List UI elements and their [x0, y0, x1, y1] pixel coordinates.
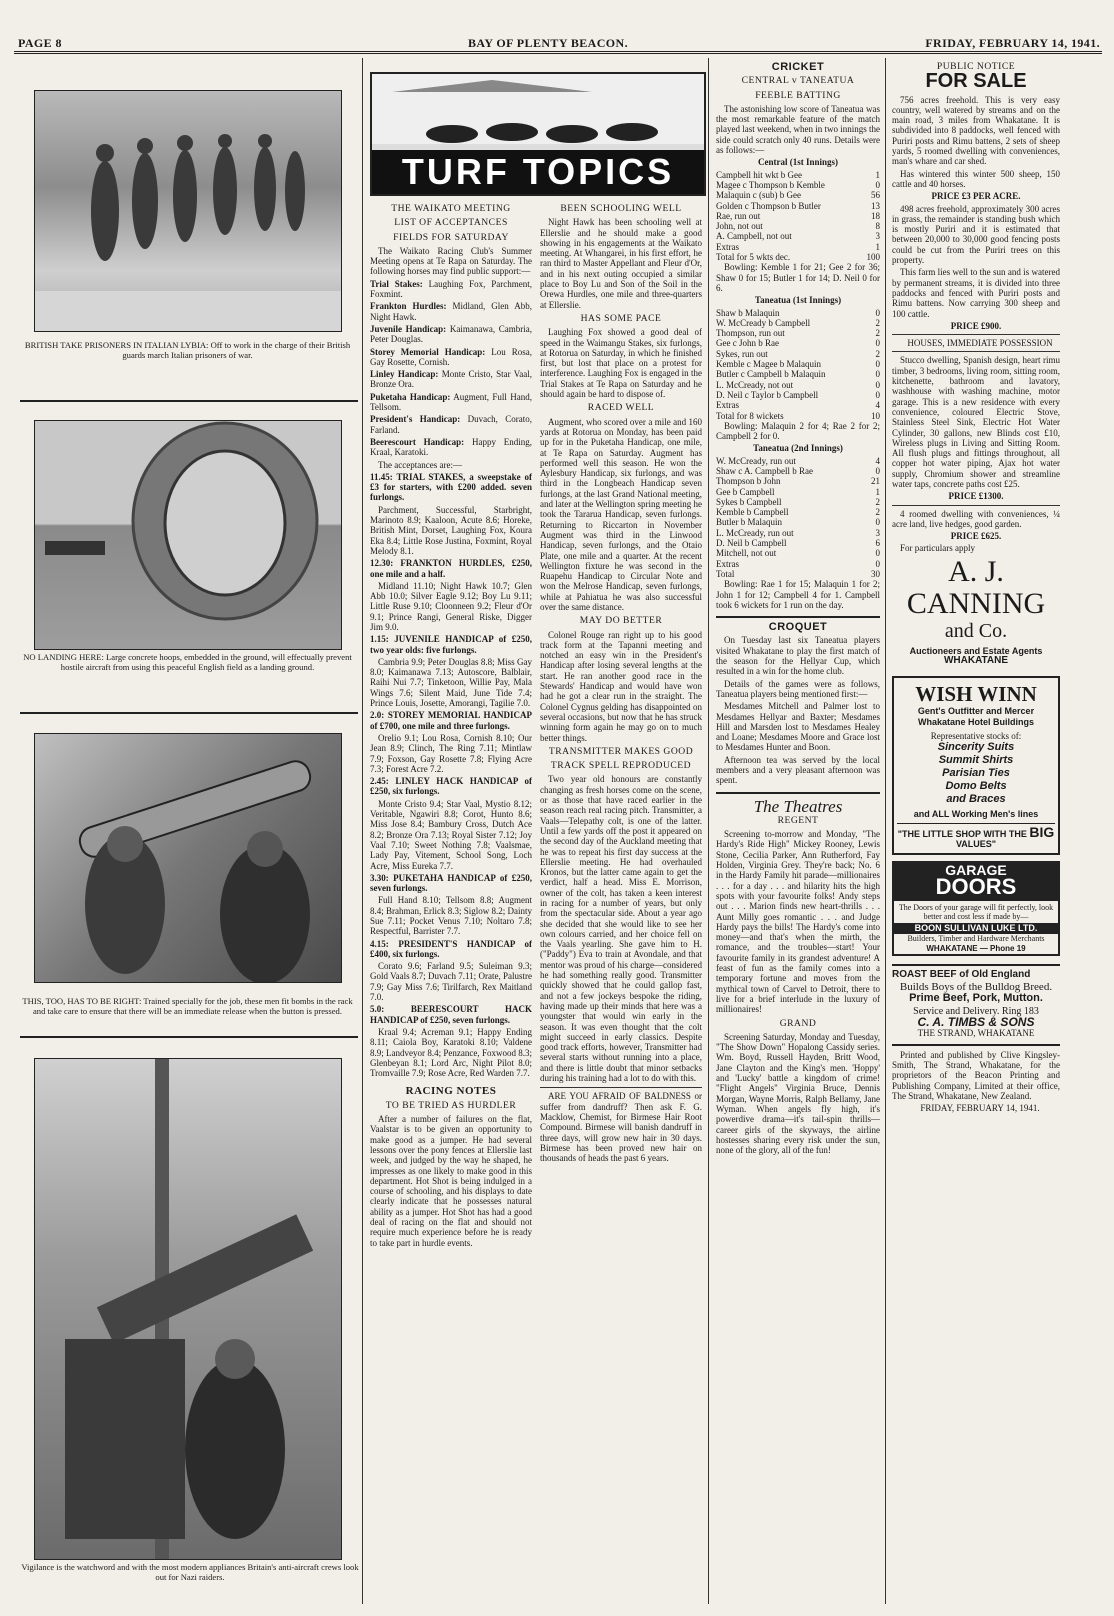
score-row: [716, 338, 880, 348]
roast-line: Builds Boys of the Bulldog Breed.: [899, 980, 1053, 993]
runs: 3: [875, 527, 880, 538]
race-field: Corato 9.6; Farland 9.5; Suleiman 9.3; Gold Vaals 8.7; Duvach 7.11; Orate, Palustre 7.9; Gay Miss 7.6; Tirilfarch, Rex Maitland 7.0.: [370, 961, 532, 1003]
regent-heading: REGENT: [777, 814, 819, 826]
race-heading: 2.0: STOREY MEMORIAL HANDICAP of £700, one mile and three furlongs.: [370, 710, 532, 731]
article-text: Colonel Rouge ran right up to his good track form at the Tapanni meeting and notched an easy win in the President's Handicap after losing several lengths at the start. He ran another good race in the Stewards' Handicap and would have won had he got a clear run in the straight. The Colonel Cygnus gelding has disappointed on several occasions, but now that he has struck winning form again he may go on to much better things.: [540, 629, 702, 743]
batsman: Sykes b Campbell: [716, 496, 782, 507]
batsman: John, not out: [716, 221, 763, 232]
pick-race: Beerescourt Handicap:: [370, 436, 465, 447]
batsman: Gee b Campbell: [716, 486, 775, 497]
garage-firm-2: Builders, Timber and Hardware Merchants: [907, 933, 1045, 943]
bowling-summary: Bowling: Rae 1 for 15; Malaquin 1 for 2; John 1 for 12; Campbell 4 for 1. Campbell took 6 wickets for 1 run on the day.: [716, 579, 880, 610]
total-label: Total for 5 wkts dec.: [716, 252, 791, 263]
innings-scorecard: [716, 308, 880, 411]
batsman: Thompson b John: [716, 476, 781, 487]
notice-text: Stucco dwelling, Spanish design, heart rimu timber, 3 bedrooms, living room, sitting room, kitchenette, bathroom and lavatory, washhouse with washing machine, motor garage. This is a new residence with every convenience, coloured Electric Stove, Stainless Steel Sink, Electric Hot Water Cylinder, 30 gallons, new Blinds cost £10, Wireless plugs in Living and Sitting Room. All flush plugs and fittings throughout, all copper hot water piping, Ajax hot water supply, Chromium shower and streamline water taps, concrete paths cost £25.: [892, 355, 1060, 489]
batsman: Malaquin c (sub) b Gee: [716, 190, 801, 201]
race-heading: 12.30: FRANKTON HURDLES, £250, one mile and a half.: [370, 558, 532, 579]
garage-title-1: GARAGE: [945, 862, 1007, 879]
croquet-heading: CROQUET: [768, 621, 828, 634]
caption-hoops: NO LANDING HERE: Large concrete hoops, embedded in the ground, will effectually prevent hostile aircraft from using this peaceful English field as a landing ground.: [23, 652, 352, 672]
article-heading: TRANSMITTER MAKES GOOD: [548, 745, 694, 757]
score-row: [716, 548, 880, 558]
turf-acceptances-label: The acceptances are:—: [378, 459, 462, 470]
runs: 0: [875, 558, 880, 569]
garage-doors-ad: [892, 861, 1060, 956]
photo-anti-aircraft: [34, 1058, 342, 1560]
pick-horses: Augment, Full Hand, Tellsom.: [370, 391, 532, 413]
race-heading: 11.45: TRIAL STAKES, a sweepstake of £3 for starters, with £200 added. seven furlongs.: [370, 471, 532, 503]
imprint-date: FRIDAY, FEBRUARY 14, 1941.: [920, 1103, 1040, 1114]
masthead: [18, 36, 1100, 50]
pick-horses: Midland, Glen Abb, Night Hawk.: [370, 301, 532, 322]
pick-horses: Laughing Fox, Parchment, Foxmint.: [370, 278, 532, 300]
column-divider: [708, 58, 709, 1604]
score-row: [716, 456, 880, 466]
race-heading: 4.15: PRESIDENT'S HANDICAP of £400, six furlongs.: [370, 938, 532, 959]
turf-heading-acceptances: LIST OF ACCEPTANCES: [394, 217, 508, 229]
batsman: D. Neil b Campbell: [716, 538, 787, 549]
article-text: Augment, who scored over a mile and 160 yards at Rotorua on Monday, has been paid up for in the Puketaha Handicap, one mile, at Te Rapa on Saturday. Augment has performed well this season. He won the Aylesbury Handicap, six furlongs, and was third in the Longbeach Handicap seven furlongs, at the last Grand National meeting, and later at the Wellington spring meeting he took the Tararua Handicap, seven furlongs. Returning to Riccarton in November Augment was third in the Linwood Handicap, seven furlongs, and the Otaio Plate, one mile and a quarter. At the recent Wellington fixture he was second in the Ruapehu Handicap to Circular Note and won the Melrose Handicap, seven furlongs, while at Pahiatua he was also successful over the same distance.: [540, 416, 702, 612]
race-heading: 5.0: BEERESCOURT HACK HANDICAP of £250, seven furlongs.: [370, 1004, 532, 1025]
score-row: [716, 349, 880, 359]
winn-line: and ALL Working Men's lines: [913, 809, 1039, 820]
masthead-rule: [14, 51, 1102, 54]
total-value: 100: [866, 252, 880, 263]
winn-item: and Braces: [946, 793, 1006, 806]
turf-column-right: [540, 200, 702, 1606]
runs: 0: [875, 179, 880, 190]
winn-slogan: [897, 823, 1055, 850]
imprint-text: Printed and published by Clive Kingsley-Smith, The Strand, Whakatane, for the proprietors of the Beacon Printing and Publishing Company, Limited at their office, The Strand, Whakatane, New Zealand.: [892, 1049, 1060, 1101]
runs: 2: [875, 348, 880, 359]
score-row: [716, 559, 880, 569]
score-row: [716, 190, 880, 200]
score-row: [716, 517, 880, 527]
race-field: Parchment, Successful, Starbright, Marinoto 8.9; Kaaloon, Acute 8.6; Horeke, British Mint, Dorset, Laughing Fox, Koura Eka 8.4; Little Rose Justina, Foxmint, Royal Melody 8.1.: [370, 504, 532, 556]
photo-prisoners: [34, 90, 342, 332]
croquet-text: Mesdames Mitchell and Palmer lost to Mesdames Hellyar and Baxter; Mesdames Hill and Marsden lost to Mesdames Healey and Loane; Mesdames Moore and Grace lost to Mesdames Hunter and Boon.: [716, 701, 880, 753]
winn-name: WISH WINN: [915, 682, 1037, 707]
innings-scorecard: [716, 456, 880, 569]
race-field: Monte Cristo 9.4; Star Vaal, Mystio 8.12; Veritable, Ngawiri 8.8; Corot, Hunto 8.6; Miss Jose 8.4; Bambury Cross, Dutch Ace 8.2; Bronze Ora 7.13; Royal Sister 7.12; Joy Vaal 7.10; Sweet Nothing 7.8; Vaalsmae, Lady Pay, Vitement, School Song, Loch Acre, Miss Eureka 7.7.: [370, 798, 532, 871]
winn-item: Domo Belts: [945, 780, 1007, 793]
roast-line-2: Prime Beef, Pork, Mutton.: [909, 991, 1043, 1004]
bowling-summary: Bowling: Malaquin 2 for 4; Rae 2 for 2; Campbell 2 for 0.: [716, 420, 880, 442]
photo-concrete-hoops: [34, 420, 342, 650]
total-value: 10: [871, 410, 880, 421]
batsman: Golden c Thompson b Butler: [716, 200, 821, 211]
cricket-match: CENTRAL v TANEATUA: [741, 75, 855, 87]
notices-column: [892, 58, 1060, 1606]
pick-horses: Monte Cristo, Star Vaal, Bronze Ora.: [370, 369, 532, 390]
pick-race: Trial Stakes:: [370, 278, 423, 289]
batsman: Extras: [716, 558, 739, 569]
roast-firm: C. A. TIMBS & SONS: [917, 1015, 1035, 1030]
garage-text: The Doors of your garage will fit perfectly, look better and cost less if made by—: [898, 903, 1054, 922]
race-heading: 3.30: PUKETAHA HANDICAP of £250, seven furlongs.: [370, 872, 532, 894]
pick-horses: Duvach, Corato, Farland.: [370, 414, 532, 435]
batsman: Extras: [716, 400, 739, 411]
racing-notes-heading: RACING NOTES: [405, 1085, 497, 1098]
turf-topics-banner: [370, 72, 706, 196]
runs: 8: [875, 221, 880, 232]
score-row: [716, 328, 880, 338]
runs: 0: [875, 465, 880, 476]
theatres-heading: The Theatres: [753, 796, 843, 816]
score-row: [716, 390, 880, 400]
firm-name: A. J. CANNING: [906, 554, 1046, 620]
batsman: Butler b Malaquin: [716, 517, 782, 528]
article-subheading: TRACK SPELL REPRODUCED: [550, 760, 692, 772]
grand-text: Screening Saturday, Monday and Tuesday, "The Show Down" Hopalong Cassidy series. Wm. Boyd, Russell Hayden, Britt Wood, Jane Clayton and the King's men. 'Hoppy' and 'Lucky' battle a kingdom of crime! "Flight Angels" Virginia Bruce, Dennis Morgan, Wayne Morris, Ralph Bellamy, Jane Wyman. When angels fly high, it's powerdive drama—it's tail-spin thrills—career girls of the skyways, the airline hostesses sharing every risk under the sun, none of the glory, all of the fun!: [716, 1031, 880, 1156]
score-row: [716, 538, 880, 548]
winn-line: Representative stocks of:: [930, 730, 1022, 741]
race-field: Orelio 9.1; Lou Rosa, Cornish 8.10; Our Jean 8.9; Clinch, The Ring 7.11; Mintlaw 7.9; Foxson, Gay Rosette 7.8; Flying Acre 7.3; Forest Acre 7.2.: [370, 732, 532, 774]
imprint: [892, 1044, 1060, 1114]
winn-line: Gent's Outfitter and Mercer: [917, 706, 1035, 717]
innings-total: [716, 411, 880, 421]
cricket-heading: CRICKET: [771, 61, 825, 73]
innings-heading: Central (1st Innings): [757, 157, 838, 168]
runs: 18: [871, 210, 880, 221]
runs: 2: [875, 317, 880, 328]
roast-address: THE STRAND, WHAKATANE: [917, 1027, 1035, 1038]
pick-horses: Lou Rosa, Gay Rosette, Cornish.: [370, 346, 532, 367]
runs: 21: [871, 476, 880, 487]
roast-service: Service and Delivery. Ring 183: [913, 1005, 1039, 1017]
batsman: L. McCready, not out: [716, 379, 794, 390]
score-row: [716, 369, 880, 379]
croquet-text: Afternoon tea was served by the local members and a very pleasant afternoon was spent.: [716, 754, 880, 786]
score-row: [716, 380, 880, 390]
price: PRICE £3 PER ACRE.: [931, 191, 1021, 202]
batsman: Butler c Campbell b Malaquin: [716, 369, 826, 380]
batsman: L. McCready, run out: [716, 527, 794, 538]
apply-line: For particulars apply: [900, 543, 975, 554]
runs: 2: [875, 496, 880, 507]
article-text: Night Hawk has been schooling well at Ellerslie and he should make a good showing in his engagements at the Waikato meeting. At Whangarei, in his first effort, he ran third to Master Appellant and Fleur d'Or, and in his next outing occupied a similar place to Boy Lu and Son of the Soil in the Orewa Hurdles, one mile and three-quarters at Ellerslie.: [540, 217, 702, 310]
batsman: Shaw c A. Campbell b Rae: [716, 465, 813, 476]
article-text: Two year old honours are constantly changing as fresh horses come on the scene, or as those that have raced earlier in the season reach real racing pitch. Transmitter, a Vaals—Telepathy colt, is one of the latter. Until a few yards off the post it appeared on the second day of the Auckland meeting that he was to repeat his first day success at the Ellerslie meeting. He had overhauled Kronos, but the latter came again to get the verdict, half a head. Miss E. Morrison, owner of the colt, has taken a keen interest in racing for a number of years, but only from the spectacular side. About a year ago she decided that she would like to see her own colours carried, and her choice fell on the Vaals yearling. She gave him to H. ("Paddy") Eva to train at Avondale, and that mentor was proud of his charge—considered he had something really good. Transmitter quickly showed that he could gallop fast, and not a few jockeys bespoke the riding, having made up their minds that here was a youngster that would win early in the season. It was even thought that the colt might succeed in early classics. Despite good track efforts, however, Transmitter had several starts without running into a place, and there is little doubt that minor setbacks during his training had a lot to do with this.: [540, 774, 702, 1084]
innings-heading: Taneatua (2nd Innings): [753, 443, 843, 454]
pick-race: Puketaha Handicap:: [370, 391, 451, 402]
score-row: [716, 528, 880, 538]
price: PRICE £900.: [950, 320, 1002, 331]
total-label: Total for 8 wickets: [716, 410, 784, 421]
column-divider: [885, 58, 886, 1604]
garage-firm-3: WHAKATANE — Phone 19: [926, 944, 1026, 954]
score-row: [716, 318, 880, 328]
turf-column-left: [370, 200, 532, 1606]
section-rule: [20, 1036, 358, 1038]
racing-notes-subheading: TO BE TRIED AS HURDLER: [385, 1099, 517, 1111]
score-row: [716, 231, 880, 241]
race-field: Kraal 9.4; Acreman 9.1; Happy Ending 8.11; Caiola Boy, Karatoki 8.10; Valdene 8.9; Landveyor 8.4; Penzance, Foxwood 8.3; Glenbeyan 8.1; Lord Arc, Night Pilot 8.0; Tromvaille 7.9; Rose Acre, Red Warden 7.7.: [370, 1026, 532, 1079]
notice-text: Has wintered this winter 500 sheep, 150 cattle and 40 horses.: [892, 168, 1060, 189]
croquet-text: On Tuesday last six Taneatua players visited Whakatane to play the first match of the season for the Hellyar Cup, which resulted in a win for the home club.: [716, 635, 880, 677]
runs: 0: [875, 359, 880, 370]
batsman: Thompson, run out: [716, 328, 785, 339]
batsman: Rae, run out: [716, 210, 761, 221]
innings-total: [716, 252, 880, 262]
turf-heading-meeting: THE WAIKATO MEETING: [391, 203, 511, 214]
article-heading: RACED WELL: [587, 402, 655, 414]
croquet-text: Details of the games were as follows, Taneatua players being mentioned first:—: [716, 678, 880, 699]
runs: 0: [875, 389, 880, 400]
article-heading: MAY DO BETTER: [579, 615, 663, 627]
innings-scorecard: [716, 170, 880, 252]
sports-column: [716, 58, 880, 1606]
race-field: Full Hand 8.10; Tellsom 8.8; Augment 8.4; Brahman, Erlick 8.3; Siglow 8.2; Dainty Sue 7.11; Pocket Venus 7.10; Noltaro 7.8; Respectful, Barrister 7.7.: [370, 895, 532, 937]
pick-race: Frankton Hurdles:: [370, 301, 447, 312]
garage-title-2: DOORS: [935, 874, 1017, 900]
price: PRICE £625.: [950, 531, 1002, 542]
winn-slogan-big: BIG: [1029, 823, 1055, 840]
photo-bomb-rack-image: [35, 734, 341, 982]
pick-race: Juvenile Handicap:: [370, 323, 447, 334]
runs: 0: [875, 369, 880, 380]
houses-heading: HOUSES, IMMEDIATE POSSESSION: [907, 338, 1053, 349]
score-row: [716, 487, 880, 497]
notice-text: 756 acres freehold. This is very easy country, well watered by streams and on the main road, 3 miles from Whakatane. It is subdivided into 8 paddocks, well fenced with Puriri posts and Rimu battens, 2 sets of sheep yards, 5 roomed dwelling with conveniences, man's whare and car shed.: [892, 94, 1060, 167]
pick-horses: Happy Ending, Kraal, Karatoki.: [370, 436, 532, 458]
innings-heading: Taneatua (1st Innings): [754, 295, 842, 306]
runs: 1: [875, 241, 880, 252]
pick-race: President's Handicap:: [370, 414, 461, 425]
score-row: [716, 211, 880, 221]
photo-prisoners-image: [35, 91, 341, 331]
section-rule: [20, 712, 358, 714]
innings-total: [716, 569, 880, 579]
batsman: Kemble c Magee b Malaquin: [716, 359, 821, 370]
caption-anti-aircraft: Vigilance is the watchword and with the most modern appliances Britain's anti-aircraft crews look out for Nazi raiders.: [21, 1562, 359, 1582]
runs: 3: [875, 231, 880, 242]
runs: 6: [875, 538, 880, 549]
pick-race: Storey Memorial Handicap:: [370, 346, 486, 357]
batsman: Extras: [716, 241, 739, 252]
score-row: [716, 201, 880, 211]
race-field: Cambria 9.9; Peter Douglas 8.8; Miss Gay 8.0; Kaimanawa 7.13; Autoscore, Balblair, Raihi Nui 7.7; Tinketoon, Willie Pay, Mala Wings 7.6; Silent Maid, June Tide 7.4; Prince Louis, Josette, Amorangi, Tagilie 7.0.: [370, 656, 532, 709]
firm-town: WHAKATANE: [943, 655, 1009, 667]
score-row: [716, 170, 880, 180]
runs: 4: [875, 400, 880, 411]
pick-horses: Kaimanawa, Cambria, Peter Douglas.: [370, 323, 532, 345]
runs: 1: [875, 169, 880, 180]
article-heading: HAS SOME PACE: [580, 312, 662, 324]
score-row: [716, 497, 880, 507]
notice-text: 498 acres freehold, approximately 300 acres in grass, the remainder is standing bush which is mostly Puriri and it is estimated that between 20,000 to 30,000 good fencing posts could be cut from the Puriri trees on this property.: [892, 203, 1060, 266]
batsman: Gee c John b Rae: [716, 338, 779, 349]
grand-heading: GRAND: [779, 1017, 817, 1029]
race-heading: 1.15: JUVENILE HANDICAP of £250, two year olds: five furlongs.: [370, 634, 532, 655]
turf-heading-fields: FIELDS FOR SATURDAY: [393, 231, 509, 243]
batsman: D. Neil c Taylor b Campbell: [716, 389, 819, 400]
public-notice-label: PUBLIC NOTICE: [936, 61, 1016, 72]
score-row: [716, 242, 880, 252]
total-label: Total: [716, 568, 735, 579]
batsman: Sykes, run out: [716, 348, 768, 359]
cricket-intro: The astonishing low score of Taneatua was the most remarkable feature of the match played last weekend, when in two innings the side could scratch only 40 runs. Details were as follows:—: [716, 103, 880, 156]
caption-bomb-rack: THIS, TOO, HAS TO BE RIGHT: Trained specially for the job, these men fit bombs in the rack and take care to ensure that there will be an immediate release when the button is pressed.: [22, 996, 353, 1016]
runs: 2: [875, 328, 880, 339]
for-sale-heading: FOR SALE: [925, 70, 1027, 93]
turf-intro: The Waikato Racing Club's Summer Meeting opens at Te Rapa on Saturday. The following horses may find public support:—: [370, 245, 532, 277]
batsman: A. Campbell, not out: [716, 231, 792, 242]
score-row: [716, 476, 880, 486]
total-value: 30: [871, 568, 880, 579]
firm-description: Auctioneers and Estate Agents: [909, 645, 1043, 656]
firm-name-2: and Co.: [944, 619, 1008, 642]
score-row: [716, 308, 880, 318]
bowling-summary: Bowling: Kemble 1 for 21; Gee 2 for 36; Shaw 0 for 15; Butler 1 for 14; D. Neil 0 for 6.: [716, 262, 880, 293]
batsman: W. McCready, run out: [716, 455, 796, 466]
batsman: Magee c Thompson b Kemble: [716, 179, 825, 190]
photo-bomb-rack: [34, 733, 342, 983]
photo-anti-aircraft-image: [35, 1059, 341, 1559]
runs: 0: [875, 548, 880, 559]
race-field: Midland 11.10; Night Hawk 10.7; Glen Abb 10.0; Silver Eagle 9.12; Boy Lu 9.11; Little Ruse 9.10; Cloonneen 9.2; Fleur d'Or 9.1; Prince Rangi, General Riske, Digger Jim 9.0.: [370, 580, 532, 632]
winn-slogan-2: VALUES": [955, 838, 997, 849]
page-number: PAGE 8: [18, 36, 62, 50]
batsman: Kemble b Campbell: [716, 507, 789, 518]
runs: 1: [875, 486, 880, 497]
batsman: Mitchell, not out: [716, 548, 777, 559]
race-heading: 2.45: LINLEY HACK HANDICAP of £250, six furlongs.: [370, 776, 532, 797]
score-row: [716, 180, 880, 190]
runs: 56: [871, 190, 880, 201]
section-rule: [20, 400, 358, 402]
turf-topics-title: TURF TOPICS: [401, 151, 675, 192]
roast-heading: ROAST BEEF of Old England: [892, 969, 1031, 981]
score-row: [716, 400, 880, 410]
photo-hoops-image: [35, 421, 341, 649]
winn-item: Parisian Ties: [942, 767, 1010, 780]
article-text: Laughing Fox showed a good deal of speed in the Waimangu Stakes, six furlongs, at Rotorua on Saturday, in which he finished first, but lost that place on a protest for interference. Laughing Fox is engaged in the Trial Stakes at Te Rapa on Saturday and he should again be hard to dispose of.: [540, 327, 702, 400]
runs: 0: [875, 338, 880, 349]
turf-picks: [370, 279, 532, 458]
racing-notes-text: After a number of failures on the flat, Vaalstar is to be given an opportunity to make good as a jumper. He had several lessons over the pony fences at Ellerslie last week, and judged by the way he shaped, he impresses as one likely to make good in this department. Hot Shot is being indulged in a course of schooling, and his displays to date clearly indicate that he possesses natural ability as a jumper. Hot Shot has had a good deal of racing on the flat and should not require much experience before he is ready to take part in hurdle events.: [370, 1114, 532, 1248]
batsman: Shaw b Malaquin: [716, 307, 780, 318]
notice-text: 4 roomed dwelling with conveniences, ¼ acre land, live hedges, good garden.: [892, 508, 1060, 529]
price: PRICE £1300.: [948, 491, 1004, 502]
cricket-subheading: FEEBLE BATTING: [755, 89, 841, 101]
runs: 4: [875, 455, 880, 466]
baldness-ad: ARE YOU AFRAID OF BALDNESS or suffer from dandruff? Then ask F. G. Macklow, Chemist, for Birmese Hair Root Compound. Birmese will banish dandruff in three days, will grow new hair in 30 days. Birmese has been proved new hair on thousands of heads the past 6 years.: [540, 1087, 702, 1163]
winn-item: Summit Shirts: [938, 754, 1014, 767]
batsman: Campbell hit wkt b Gee: [716, 169, 802, 180]
batsman: W. McCready b Campbell: [716, 317, 811, 328]
runs: 13: [871, 200, 880, 211]
score-row: [716, 359, 880, 369]
runs: 2: [875, 507, 880, 518]
winn-line: Whakatane Hotel Buildings: [917, 716, 1034, 727]
pick-race: Linley Handicap:: [370, 369, 439, 380]
regent-text: Screening to-morrow and Monday, "The Hardy's Ride High" Mickey Rooney, Lewis Stone, Cecilia Parker, Ann Rutherford, Fay Holden, Virginia Grey. They're back; No. 6 in the Hardy Family hit parade—millionaires . . . for a day . . . and hilarity hits the high spots with your favourite folks! Andy steps out . . . Marion finds new heart-thrills . . . Aunt Milly goes romantic . . . and Judge Hardy pays the bills! The Hardy's come into money—and that's when the mirth, the romance, and the troubles—start! Your favourite family in its grandest adventure! A feast of fun as the family comes into a temporary fortune and moves from the mythical town of Carvel to Detroit, there to live for a brief interlude in the luxury of millionaires!: [716, 829, 880, 1015]
runs: 0: [875, 379, 880, 390]
garage-header: [894, 863, 1058, 901]
score-row: [716, 466, 880, 476]
winn-item: Sincerity Suits: [937, 741, 1015, 754]
wish-winn-ad: [892, 676, 1060, 855]
winn-slogan-1: "THE LITTLE SHOP WITH THE: [897, 828, 1027, 839]
garage-firm: BOON SULLIVAN LUKE LTD.: [894, 923, 1058, 933]
score-row: [716, 221, 880, 231]
runs: 0: [875, 517, 880, 528]
roast-beef-ad: [892, 964, 1060, 1037]
article-heading: BEEN SCHOOLING WELL: [560, 203, 682, 214]
column-divider: [362, 58, 363, 1604]
notice-text: This farm lies well to the sun and is watered by permanent streams, it is divided into three paddocks and fenced with Puriri posts and Rimu battens. Now carrying 300 sheep and 100 cattle.: [892, 267, 1060, 319]
turf-topics-artwork: [372, 74, 704, 194]
runs: 0: [875, 307, 880, 318]
score-row: [716, 507, 880, 517]
paper-title: BAY OF PLENTY BEACON.: [468, 36, 628, 50]
issue-date: FRIDAY, FEBRUARY 14, 1941.: [925, 36, 1100, 50]
caption-prisoners: BRITISH TAKE PRISONERS IN ITALIAN LYBIA: Off to work in the charge of their British guards march Italian prisoners of war.: [24, 340, 351, 360]
